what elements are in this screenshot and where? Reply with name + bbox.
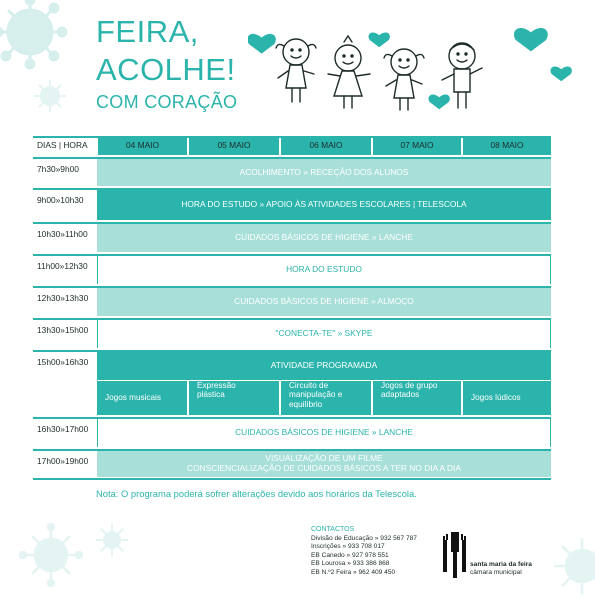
contacts-block <box>311 526 417 578</box>
header-day: 05 MAIO <box>189 137 279 155</box>
title-line-1: FEIRA, <box>96 14 199 49</box>
heart-icon <box>551 66 572 81</box>
row-activity: HORA DO ESTUDO » APOIO ÀS ATIVIDADES ESCOLARES | TELESCOLA <box>97 190 551 220</box>
virus-decoration-icon <box>548 528 595 598</box>
contact-line: Divisão de Educação » 932 567 787 <box>311 534 417 542</box>
heart-icon <box>369 32 390 47</box>
header-day: 08 MAIO <box>463 137 551 155</box>
title-line-2: ACOLHE! <box>96 52 236 87</box>
row-time: 12h30»13h30 <box>33 288 97 316</box>
row-activity: HORA DO ESTUDO <box>97 256 551 284</box>
header-day: 06 MAIO <box>281 137 371 155</box>
virus-decoration-icon <box>16 520 86 590</box>
row-time: 16h30»17h00 <box>33 419 97 447</box>
programmed-activity: Jogos lúdicos <box>463 381 551 415</box>
row-time: 13h30»15h00 <box>33 320 97 348</box>
row-time: 15h00»16h30 <box>33 352 97 415</box>
row-activity: ATIVIDADE PROGRAMADA <box>97 352 551 380</box>
row-time: 11h00»12h30 <box>33 256 97 284</box>
row-activity: ACOLHIMENTO » RECEÇÃO DOS ALUNOS <box>97 159 551 186</box>
divider <box>33 136 551 138</box>
row-activity: "CONECTA-TE" » SKYPE <box>97 320 551 348</box>
row-activity: VISUALIZAÇÃO DE UM FILME CONSCIENCIALIZAÇÃO DE CUIDADOS BÁSICOS A TER NO DIA A DIA <box>97 451 551 477</box>
row-time: 7h30»9h00 <box>33 159 97 186</box>
row-activity: CUIDADOS BÁSICOS DE HIGIENE » LANCHE <box>97 224 551 252</box>
header-day: 07 MAIO <box>373 137 461 155</box>
row-activity: CUIDADOS BÁSICOS DE HIGIENE » LANCHE <box>97 419 551 447</box>
divider <box>33 478 551 480</box>
title-line-3: COM CORAÇÃO <box>96 92 238 112</box>
municipality-name: santa maria da feira câmara municipal <box>470 561 532 576</box>
heart-icon <box>514 28 548 51</box>
schedule-note: Nota: O programa poderá sofrer alterações devido aos horários da Telescola. <box>96 488 417 499</box>
virus-decoration-icon <box>92 520 132 560</box>
row-time: 10h30»11h00 <box>33 224 97 252</box>
contact-line: EB N.º2 Feira » 962 409 450 <box>311 568 396 576</box>
contact-line: EB Lourosa » 933 386 868 <box>311 560 390 568</box>
municipality-logo <box>443 532 469 580</box>
heart-icon <box>248 34 276 54</box>
heart-icon <box>429 94 450 109</box>
virus-decoration-icon <box>0 0 80 82</box>
programmed-activity: Expressão plástica <box>189 381 279 415</box>
header-day: 04 MAIO <box>97 137 187 155</box>
row-time: 9h00»10h30 <box>33 190 97 220</box>
programmed-activity: Jogos de grupo adaptados <box>373 381 461 415</box>
header-corner: DIAS | HORA <box>33 137 97 155</box>
contacts-title: CONTACTOS <box>311 526 355 533</box>
children-drawing <box>248 16 578 116</box>
virus-decoration-icon <box>30 76 70 116</box>
row-activity: CUIDADOS BÁSICOS DE HIGIENE » ALMOÇO <box>97 288 551 316</box>
contact-line: Inscrições » 933 708 017 <box>311 543 385 551</box>
contact-line: EB Canedo » 927 978 551 <box>311 551 389 559</box>
programmed-activity: Circuito de manipulação e equilíbrio <box>281 381 371 415</box>
row-time: 17h00»19h00 <box>33 451 97 477</box>
programmed-activity: Jogos musicais <box>97 381 187 415</box>
